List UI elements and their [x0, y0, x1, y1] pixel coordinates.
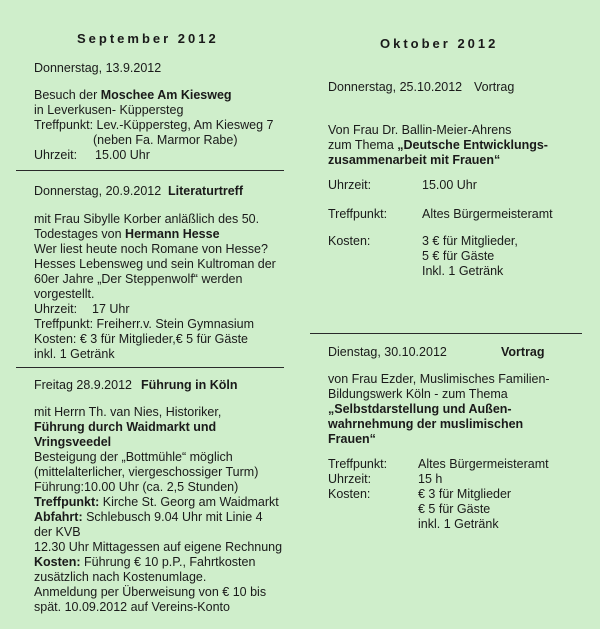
oct-event2-date: Dienstag, 30.10.2012	[328, 345, 447, 359]
oct-event2-cost-label: Kosten:	[328, 487, 371, 501]
event1-time-value: 15.00 Uhr	[95, 148, 150, 162]
oct-event2-title-2: wahrnehmung der muslimischen	[328, 417, 524, 431]
event2-line3: Wer liest heute noch Romane von Hesse?	[34, 242, 268, 256]
oct-event1-date: Donnerstag, 25.10.2012	[328, 80, 463, 94]
event2-line9: Kosten: € 3 für Mitglieder,€ 5 für Gäste	[34, 332, 249, 346]
oct-event2-time-value: 15 h	[418, 472, 443, 486]
event2-tag: Literaturtreff	[168, 184, 244, 198]
event1-line4: (neben Fa. Marmor Rabe)	[93, 133, 238, 147]
event2-line6: vorgestellt.	[34, 287, 95, 301]
event2-line2	[34, 227, 220, 242]
divider	[16, 367, 284, 368]
event3-departure-value: Schlebusch 9.04 Uhr mit Linie 4	[82, 510, 263, 524]
oct-event1-line2	[328, 138, 548, 153]
event1-line2: in Leverkusen- Küppersteg	[34, 103, 184, 117]
oct-event1-place-label: Treffpunkt:	[328, 207, 388, 221]
event3-line4: Besteigung der „Bottmühle“ möglich	[34, 450, 233, 464]
oct-event1-cost-label: Kosten:	[328, 234, 371, 248]
event3-line11	[34, 555, 255, 570]
oct-event1-time-label: Uhrzeit:	[328, 178, 372, 192]
event3-line13: Anmeldung per Überweisung von € 10 bis	[34, 585, 267, 599]
oct-event1-cost2: 5 € für Gäste	[422, 249, 495, 263]
event1-time-label: Uhrzeit:	[34, 148, 78, 162]
oct-event1-cost3: Inkl. 1 Getränk	[422, 264, 504, 278]
event2-time-value: 17 Uhr	[92, 302, 130, 316]
event2-line8: Treffpunkt: Freiherr.v. Stein Gymnasium	[34, 317, 254, 331]
event3-meeting-label: Treffpunkt:	[34, 495, 100, 509]
event3-cost-label: Kosten:	[34, 555, 81, 569]
divider	[310, 333, 582, 334]
event1-line1-text: Besuch der	[34, 88, 101, 102]
event2-title: Hermann Hesse	[125, 227, 220, 241]
oct-event2-tag: Vortrag	[501, 345, 545, 359]
event3-line6: Führung:10.00 Uhr (ca. 2,5 Stunden)	[34, 480, 239, 494]
event3-line8	[34, 510, 263, 525]
event3-line10: 12.30 Uhr Mittagessen auf eigene Rechnung	[34, 540, 283, 554]
event3-departure-label: Abfahrt:	[34, 510, 83, 524]
oct-event1-place-value: Altes Bürgermeisteramt	[422, 207, 553, 221]
oct-event2-line2: Bildungswerk Köln - zum Thema	[328, 387, 508, 401]
event2-time-label: Uhrzeit:	[34, 302, 78, 316]
oct-event2-title-1: „Selbstdarstellung und Außen-	[328, 402, 512, 416]
event3-meeting-value: Kirche St. Georg am Waidmarkt	[99, 495, 279, 509]
event1-line1	[34, 88, 232, 103]
event3-line5: (mittelalterlicher, viergeschossiger Turm)	[34, 465, 259, 479]
event1-line3: Treffpunkt: Lev.-Küppersteg, Am Kiesweg 7	[34, 118, 274, 132]
oktober-heading: Oktober 2012	[380, 36, 499, 51]
oct-event2-cost1: € 3 für Mitglieder	[418, 487, 512, 501]
oct-event2-place-value: Altes Bürgermeisteramt	[418, 457, 549, 471]
oct-event2-cost3: inkl. 1 Getränk	[418, 517, 499, 531]
oct-event1-tag: Vortrag	[474, 80, 515, 94]
event3-line2: Führung durch Waidmarkt und	[34, 420, 217, 434]
oct-event2-time-label: Uhrzeit:	[328, 472, 372, 486]
event2-line2-text: Todestages von	[34, 227, 126, 241]
oct-event2-line1: von Frau Ezder, Muslimisches Familien-	[328, 372, 550, 386]
oct-event2-cost2: € 5 für Gäste	[418, 502, 491, 516]
event2-line4: Hesses Lebensweg und sein Kultroman der	[34, 257, 276, 271]
event3-date: Freitag 28.9.2012	[34, 378, 132, 392]
oct-event2-place-label: Treffpunkt:	[328, 457, 388, 471]
event3-line14: spät. 10.09.2012 auf Vereins-Konto	[34, 600, 230, 614]
event3-cost-value: Führung € 10 p.P., Fahrtkosten	[80, 555, 256, 569]
event3-line9: der KVB	[34, 525, 81, 539]
event3-line1: mit Herrn Th. van Nies, Historiker,	[34, 405, 222, 419]
oct-event1-line1: Von Frau Dr. Ballin-Meier-Ahrens	[328, 123, 512, 137]
oct-event1-title-1: „Deutsche Entwicklungs-	[397, 138, 548, 152]
divider	[16, 170, 284, 171]
event2-line1: mit Frau Sibylle Korber anläßlich des 50.	[34, 212, 260, 226]
event3-line3: Vringsveedel	[34, 435, 112, 449]
event1-title: Moschee Am Kiesweg	[100, 88, 232, 102]
event2-line10: inkl. 1 Getränk	[34, 347, 115, 361]
september-heading: September 2012	[77, 31, 219, 46]
oct-event2-title-3: Frauen“	[328, 432, 376, 446]
oct-event1-cost1: 3 € für Mitglieder,	[422, 234, 518, 248]
event3-line12: zusätzlich nach Kostenumlage.	[34, 570, 207, 584]
oct-event1-line2-text: zum Thema	[328, 138, 398, 152]
event2-date: Donnerstag, 20.9.2012	[34, 184, 162, 198]
event1-date: Donnerstag, 13.9.2012	[34, 61, 162, 75]
oct-event1-time-value: 15.00 Uhr	[422, 178, 477, 192]
oct-event1-title-2: zusammenarbeit mit Frauen“	[328, 153, 501, 167]
event2-line5: 60er Jahre „Der Steppenwolf“ werden	[34, 272, 243, 286]
event3-line7	[34, 495, 279, 510]
event3-tag: Führung in Köln	[141, 378, 238, 392]
